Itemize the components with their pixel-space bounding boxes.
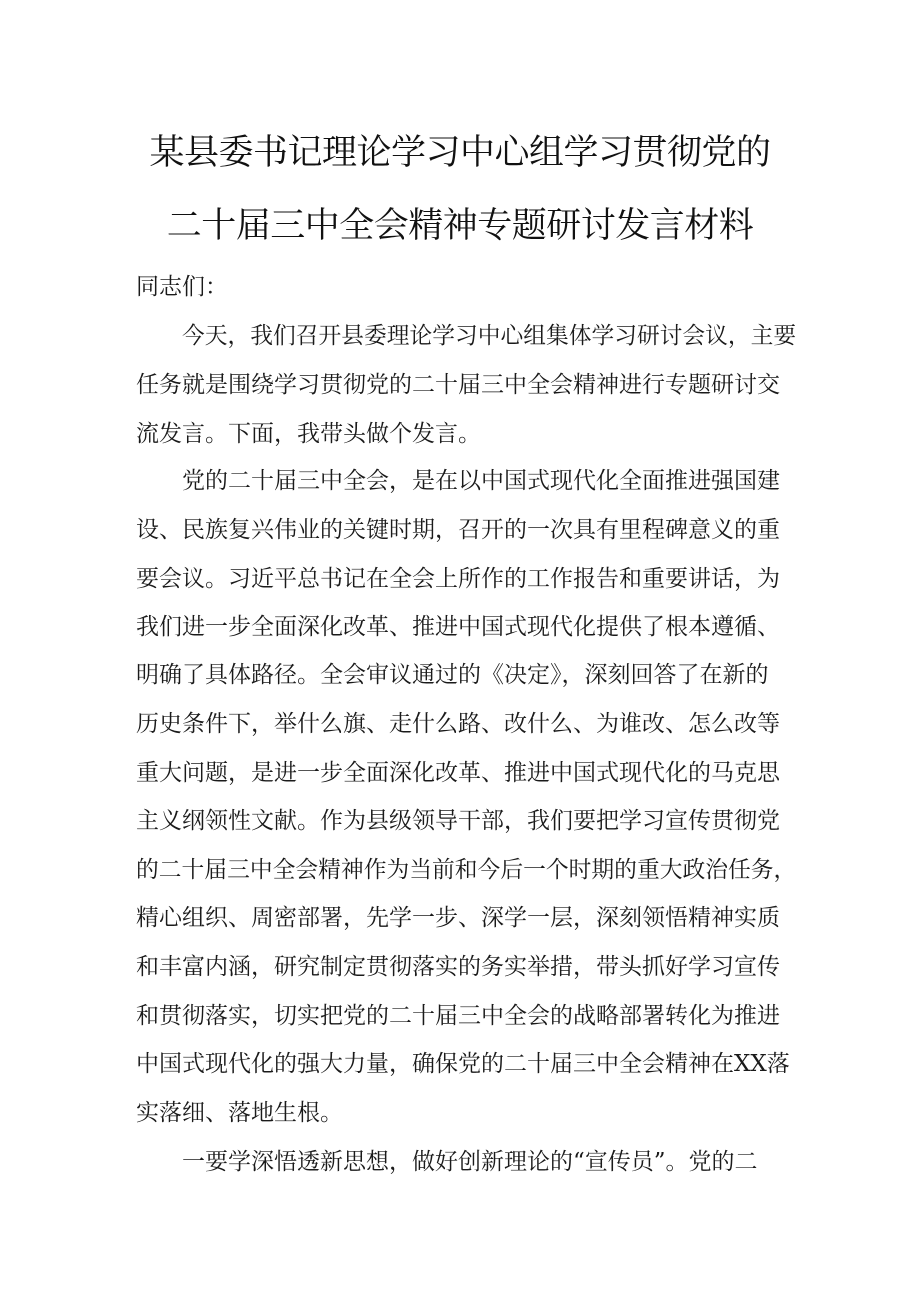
body-line: 主义纲领性文献。作为县级领导干部，我们要把学习宣传贯彻党 — [136, 808, 780, 834]
body-line: 明确了具体路径。全会审议通过的《决定》，深刻回答了在新的 — [136, 662, 769, 688]
body-line: 流发言。下面，我带头做个发言。 — [136, 421, 481, 447]
body-line: 设、民族复兴伟业的关键时期，召开的一次具有里程碑意义的重 — [136, 517, 780, 543]
body-line: 重大问题，是进一步全面深化改革、推进中国式现代化的马克思 — [136, 760, 780, 786]
body-line: 任务就是围绕学习贯彻党的二十届三中全会精神进行专题研讨交 — [136, 372, 780, 398]
body-line: 中国式现代化的强大力量，确保党的二十届三中全会精神在XX落 — [136, 1051, 790, 1077]
body-line: 的二十届三中全会精神作为当前和今后一个时期的重大政治任务， — [136, 857, 797, 883]
body-line: 一要学深悟透新思想，做好创新理论的“宣传员”。党的二 — [182, 1149, 758, 1175]
document-title-line-2: 二十届三中全会精神专题研讨发言材料 — [166, 206, 754, 246]
body-line: 党的二十届三中全会，是在以中国式现代化全面推进强国建 — [182, 468, 780, 494]
body-line: 今天，我们召开县委理论学习中心组集体学习研讨会议，主要 — [182, 323, 797, 349]
body-line: 实落细、落地生根。 — [136, 1100, 343, 1126]
body-line: 和贯彻落实，切实把党的二十届三中全会的战略部署转化为推进 — [136, 1003, 780, 1029]
body-line: 精心组织、周密部署，先学一步、深学一层，深刻领悟精神实质 — [136, 905, 780, 931]
body-line: 我们进一步全面深化改革、推进中国式现代化提供了根本遵循、 — [136, 614, 780, 640]
document-title-line-1: 某县委书记理论学习中心组学习贯彻党的 — [149, 133, 771, 173]
body-line: 历史条件下，举什么旗、走什么路、改什么、为谁改、怎么改等 — [136, 711, 780, 737]
body-line: 要会议。习近平总书记在全会上所作的工作报告和重要讲话，为 — [136, 566, 780, 592]
body-line: 和丰富内涵，研究制定贯彻落实的务实举措，带头抓好学习宣传 — [136, 954, 780, 980]
salutation: 同志们： — [136, 274, 228, 300]
